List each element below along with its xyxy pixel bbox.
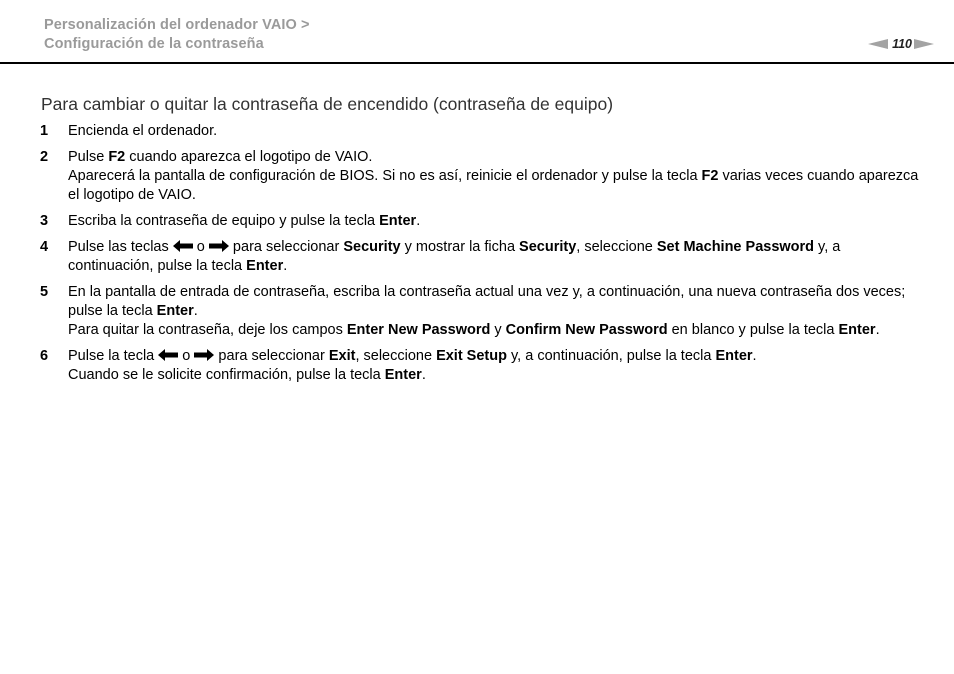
step-item <box>40 283 920 340</box>
text-run: Pulse la tecla <box>68 348 159 364</box>
step-number: 2 <box>40 149 49 165</box>
breadcrumb-current[interactable]: Configuración de la contraseña <box>44 36 264 52</box>
key-term: Enter <box>715 348 753 364</box>
key-term: Exit Setup <box>436 348 507 364</box>
step-paragraph <box>68 122 920 141</box>
breadcrumb-parent[interactable]: Personalización del ordenador VAIO > <box>44 17 310 33</box>
previous-page-icon[interactable] <box>868 39 888 49</box>
step-number: 4 <box>40 239 49 255</box>
key-term: Enter <box>246 258 284 274</box>
text-run: y, a continuación, pulse la tecla <box>68 239 841 274</box>
step-text <box>68 238 920 276</box>
key-term: Security <box>343 239 401 255</box>
step-item <box>40 238 920 276</box>
step-text <box>68 283 920 340</box>
right-arrow-key-icon <box>209 240 229 252</box>
step-text <box>68 212 920 231</box>
step-item <box>40 148 920 205</box>
step-paragraph <box>68 321 920 340</box>
text-run: y mostrar la ficha <box>400 239 520 255</box>
step-paragraph <box>68 148 920 167</box>
key-term: Exit <box>328 348 356 364</box>
text-run: y <box>490 322 506 338</box>
text-run: . <box>875 322 880 338</box>
text-run: o <box>192 239 209 255</box>
text-run: Cuando se le solicite confirmación, pulse la tecla <box>68 367 385 383</box>
header-divider <box>0 62 954 64</box>
text-run: cuando aparezca el logotipo de VAIO. <box>125 149 373 165</box>
key-term: F2 <box>108 149 126 165</box>
text-run: varias veces cuando aparezca el logotipo de VAIO. <box>68 168 919 203</box>
text-run: , seleccione <box>576 239 657 255</box>
text-run: Escriba la contraseña de equipo y pulse la tecla <box>68 213 380 229</box>
right-arrow-key-icon <box>194 349 214 361</box>
step-item <box>40 212 920 231</box>
step-text <box>68 347 920 385</box>
text-run: Encienda el ordenador. <box>68 123 218 139</box>
step-item <box>40 347 920 385</box>
key-term: Set Machine Password <box>656 239 815 255</box>
text-run: Pulse <box>68 149 109 165</box>
step-text <box>68 148 920 205</box>
step-number: 3 <box>40 213 49 229</box>
text-run: . <box>193 303 198 319</box>
text-run: En la pantalla de entrada de contraseña, escriba la contraseña actual una vez y, a continuación, una nueva contraseña dos veces; pulse la tecla <box>68 284 906 319</box>
key-term: Enter <box>156 303 194 319</box>
text-run: en blanco y pulse la tecla <box>667 322 839 338</box>
step-paragraph <box>68 366 920 385</box>
text-run: o <box>178 348 195 364</box>
key-term: F2 <box>701 168 719 184</box>
text-run: Pulse las teclas <box>68 239 173 255</box>
step-paragraph <box>68 212 920 231</box>
step-paragraph <box>68 167 920 205</box>
steps-list <box>40 122 920 392</box>
text-run: y, a continuación, pulse la tecla <box>506 348 716 364</box>
step-paragraph <box>68 347 920 366</box>
text-run: Aparecerá la pantalla de configuración de BIOS. Si no es así, reinicie el ordenador y pulse la tecla <box>68 168 702 184</box>
key-term: Enter <box>379 213 417 229</box>
step-paragraph <box>68 283 920 321</box>
text-run: . <box>283 258 288 274</box>
page-header <box>0 0 954 64</box>
page-number: 110 <box>892 37 912 51</box>
step-paragraph <box>68 238 920 276</box>
step-number: 5 <box>40 284 49 300</box>
key-term: Enter <box>838 322 876 338</box>
text-run: para seleccionar <box>214 348 329 364</box>
left-arrow-key-icon <box>173 240 193 252</box>
key-term: Enter New Password <box>346 322 491 338</box>
key-term: Confirm New Password <box>505 322 668 338</box>
text-run: . <box>421 367 426 383</box>
text-run: Para quitar la contraseña, deje los campos <box>68 322 347 338</box>
left-arrow-key-icon <box>158 349 178 361</box>
next-page-icon[interactable] <box>914 39 934 49</box>
key-term: Enter <box>384 367 422 383</box>
text-run: para seleccionar <box>228 239 344 255</box>
text-run: . <box>416 213 421 229</box>
step-number: 6 <box>40 348 49 364</box>
text-run: , seleccione <box>355 348 437 364</box>
text-run: . <box>752 348 757 364</box>
page-navigator <box>868 37 934 51</box>
step-item <box>40 122 920 141</box>
section-title: Para cambiar o quitar la contraseña de encendido (contraseña de equipo) <box>41 94 614 114</box>
step-number: 1 <box>40 123 49 139</box>
key-term: Security <box>519 239 577 255</box>
step-text <box>68 122 920 141</box>
